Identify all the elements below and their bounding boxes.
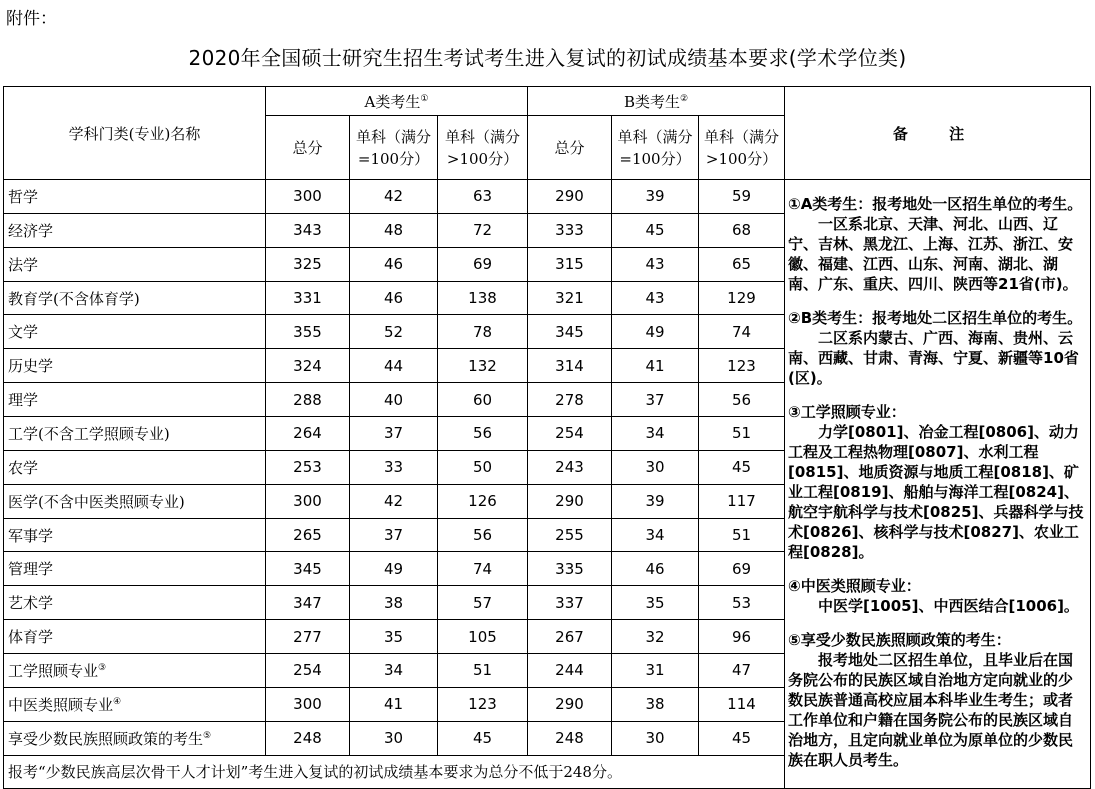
b-total-cell: 335 xyxy=(528,552,612,586)
a-total-cell: 331 xyxy=(266,281,350,315)
subject-name: 哲学 xyxy=(4,180,266,214)
a-single-over-cell: 50 xyxy=(438,450,528,484)
a-single100-cell: 52 xyxy=(350,315,438,349)
a-single100-cell: 33 xyxy=(350,450,438,484)
b-total-cell: 267 xyxy=(528,620,612,654)
b-single-over-cell: 117 xyxy=(699,484,785,518)
b-single100-cell: 31 xyxy=(612,654,699,688)
subject-name: 文学 xyxy=(4,315,266,349)
remark-note-head: ⑤享受少数民族照顾政策的考生： xyxy=(788,631,1011,649)
a-single-over-cell: 56 xyxy=(438,518,528,552)
b-singleover-header: 单科（满分 >100分） xyxy=(699,116,785,180)
b-single-over-cell: 129 xyxy=(699,281,785,315)
a-total-cell: 300 xyxy=(266,180,350,214)
subject-name: 中医类照顾专业④ xyxy=(4,687,266,721)
b-total-header: 总分 xyxy=(528,116,612,180)
subject-name: 理学 xyxy=(4,383,266,417)
b-total-cell: 243 xyxy=(528,450,612,484)
a-single100-cell: 46 xyxy=(350,281,438,315)
remark-note xyxy=(788,402,1086,562)
a-single100-cell: 37 xyxy=(350,518,438,552)
b-single-over-cell: 65 xyxy=(699,247,785,281)
b-total-cell: 333 xyxy=(528,213,612,247)
a-total-cell: 264 xyxy=(266,417,350,451)
remarks-header: 备 注 xyxy=(785,87,1091,180)
b-single-over-cell: 45 xyxy=(699,450,785,484)
a-single-over-cell: 123 xyxy=(438,687,528,721)
b-total-cell: 345 xyxy=(528,315,612,349)
b-single-over-cell: 56 xyxy=(699,383,785,417)
subject-name: 享受少数民族照顾政策的考生⑤ xyxy=(4,721,266,755)
a-single-over-cell: 56 xyxy=(438,417,528,451)
a-total-cell: 265 xyxy=(266,518,350,552)
a-single100-cell: 44 xyxy=(350,349,438,383)
remark-note-head: ④中医类照顾专业： xyxy=(788,577,921,595)
a-single100-cell: 34 xyxy=(350,654,438,688)
subject-name: 工学照顾专业③ xyxy=(4,654,266,688)
group-a-header: A类考生① xyxy=(266,87,528,116)
b-single-over-cell: 96 xyxy=(699,620,785,654)
a-single100-cell: 46 xyxy=(350,247,438,281)
b-single100-cell: 43 xyxy=(612,247,699,281)
a-total-cell: 300 xyxy=(266,484,350,518)
remark-note xyxy=(788,194,1086,294)
a-single-over-cell: 45 xyxy=(438,721,528,755)
remark-note-body: 报考地处二区招生单位，且毕业后在国务院公布的民族区域自治地方定向就业的少数民族普通高校应届本科毕业生考生；或者工作单位和户籍在国务院公布的民族区域自治地方，且定向就业单位为原单位的少数民族在职人员考生。 xyxy=(788,651,1074,769)
a-total-cell: 253 xyxy=(266,450,350,484)
a-single-over-cell: 126 xyxy=(438,484,528,518)
b-single-over-cell: 69 xyxy=(699,552,785,586)
remark-note-body: 中医学[1005]、中西医结合[1006]。 xyxy=(818,597,1079,615)
b-single-over-cell: 59 xyxy=(699,180,785,214)
a-total-cell: 343 xyxy=(266,213,350,247)
a-single100-cell: 48 xyxy=(350,213,438,247)
subject-name: 体育学 xyxy=(4,620,266,654)
a-total-cell: 248 xyxy=(266,721,350,755)
subject-name: 历史学 xyxy=(4,349,266,383)
a-total-cell: 347 xyxy=(266,586,350,620)
b-single100-cell: 49 xyxy=(612,315,699,349)
b-single-over-cell: 74 xyxy=(699,315,785,349)
subject-name: 教育学(不含体育学) xyxy=(4,281,266,315)
b-total-cell: 278 xyxy=(528,383,612,417)
b-total-cell: 290 xyxy=(528,180,612,214)
b-single100-cell: 34 xyxy=(612,518,699,552)
b-single-over-cell: 53 xyxy=(699,586,785,620)
b-single100-cell: 38 xyxy=(612,687,699,721)
subject-name: 军事学 xyxy=(4,518,266,552)
b-single-over-cell: 68 xyxy=(699,213,785,247)
a-single-over-cell: 132 xyxy=(438,349,528,383)
a-total-cell: 355 xyxy=(266,315,350,349)
a-total-cell: 325 xyxy=(266,247,350,281)
subject-name: 经济学 xyxy=(4,213,266,247)
remarks-notes xyxy=(785,180,1091,789)
b-total-cell: 337 xyxy=(528,586,612,620)
b-total-cell: 314 xyxy=(528,349,612,383)
b-total-cell: 290 xyxy=(528,484,612,518)
a-single100-cell: 49 xyxy=(350,552,438,586)
a-single-over-cell: 51 xyxy=(438,654,528,688)
remark-note xyxy=(788,630,1086,770)
a-total-cell: 254 xyxy=(266,654,350,688)
b-single-over-cell: 51 xyxy=(699,417,785,451)
remark-note-body: 力学[0801]、冶金工程[0806]、动力工程及工程热物理[0807]、水利工程[0815]、地质资源与地质工程[0818]、矿业工程[0819]、船舶与海洋工程[0824]、航空宇航科学与技术[0825]、兵器科学与技术[0826]、核科学与技术[0827]、农业工程[0828]。 xyxy=(788,423,1084,561)
a-single100-cell: 40 xyxy=(350,383,438,417)
b-total-cell: 321 xyxy=(528,281,612,315)
b-single100-cell: 37 xyxy=(612,383,699,417)
b-single100-cell: 32 xyxy=(612,620,699,654)
b-single100-cell: 34 xyxy=(612,417,699,451)
b-total-cell: 248 xyxy=(528,721,612,755)
subject-name: 工学(不含工学照顾专业) xyxy=(4,417,266,451)
a-single-over-cell: 69 xyxy=(438,247,528,281)
a-single100-cell: 41 xyxy=(350,687,438,721)
a-single100-cell: 37 xyxy=(350,417,438,451)
b-total-cell: 290 xyxy=(528,687,612,721)
a-single-over-cell: 105 xyxy=(438,620,528,654)
a-total-cell: 300 xyxy=(266,687,350,721)
b-total-cell: 315 xyxy=(528,247,612,281)
remark-note xyxy=(788,576,1086,616)
page-title: 2020年全国硕士研究生招生考试考生进入复试的初试成绩基本要求(学术学位类) xyxy=(188,46,907,70)
a-single-over-cell: 78 xyxy=(438,315,528,349)
a-single-over-cell: 57 xyxy=(438,586,528,620)
a-single-over-cell: 74 xyxy=(438,552,528,586)
subject-name: 艺术学 xyxy=(4,586,266,620)
b-total-cell: 254 xyxy=(528,417,612,451)
a-single-over-cell: 60 xyxy=(438,383,528,417)
a-single100-cell: 42 xyxy=(350,180,438,214)
remark-note-head: ①A类考生：报考地处一区招生单位的考生。 xyxy=(788,195,1083,213)
b-single100-header: 单科（满分 =100分） xyxy=(612,116,699,180)
remark-note-body: 二区系内蒙古、广西、海南、贵州、云南、西藏、甘肃、青海、宁夏、新疆等10省(区)。 xyxy=(788,329,1079,387)
a-total-cell: 277 xyxy=(266,620,350,654)
footnote: 报考“少数民族高层次骨干人才计划”考生进入复试的初试成绩基本要求为总分不低于248分。 xyxy=(4,755,785,788)
remark-note-head: ③工学照顾专业： xyxy=(788,403,906,421)
b-single-over-cell: 47 xyxy=(699,654,785,688)
a-single100-cell: 35 xyxy=(350,620,438,654)
a-single-over-cell: 138 xyxy=(438,281,528,315)
b-single100-cell: 35 xyxy=(612,586,699,620)
a-total-cell: 324 xyxy=(266,349,350,383)
b-single-over-cell: 45 xyxy=(699,721,785,755)
a-single100-header: 单科（满分 =100分） xyxy=(350,116,438,180)
subject-name: 医学(不含中医类照顾专业) xyxy=(4,484,266,518)
a-single-over-cell: 72 xyxy=(438,213,528,247)
subject-name: 管理学 xyxy=(4,552,266,586)
b-single100-cell: 45 xyxy=(612,213,699,247)
a-single100-cell: 38 xyxy=(350,586,438,620)
subject-name: 农学 xyxy=(4,450,266,484)
remark-note-head: ②B类考生：报考地处二区招生单位的考生。 xyxy=(788,309,1083,327)
b-total-cell: 255 xyxy=(528,518,612,552)
subject-header: 学科门类(专业)名称 xyxy=(4,87,266,180)
b-single100-cell: 41 xyxy=(612,349,699,383)
score-table xyxy=(3,86,1091,789)
b-single100-cell: 39 xyxy=(612,484,699,518)
subject-name: 法学 xyxy=(4,247,266,281)
group-b-header: B类考生② xyxy=(528,87,785,116)
b-total-cell: 244 xyxy=(528,654,612,688)
a-total-header: 总分 xyxy=(266,116,350,180)
b-single100-cell: 46 xyxy=(612,552,699,586)
b-single-over-cell: 51 xyxy=(699,518,785,552)
a-single100-cell: 42 xyxy=(350,484,438,518)
a-single100-cell: 30 xyxy=(350,721,438,755)
b-single-over-cell: 114 xyxy=(699,687,785,721)
a-total-cell: 345 xyxy=(266,552,350,586)
remark-note xyxy=(788,308,1086,388)
b-single100-cell: 39 xyxy=(612,180,699,214)
b-single100-cell: 43 xyxy=(612,281,699,315)
a-singleover-header: 单科（满分 >100分） xyxy=(438,116,528,180)
table-row xyxy=(4,180,1091,214)
a-total-cell: 288 xyxy=(266,383,350,417)
attachment-label: 附件： xyxy=(6,9,57,29)
a-single-over-cell: 63 xyxy=(438,180,528,214)
b-single100-cell: 30 xyxy=(612,450,699,484)
b-single100-cell: 30 xyxy=(612,721,699,755)
remark-note-body: 一区系北京、天津、河北、山西、辽宁、吉林、黑龙江、上海、江苏、浙江、安徽、福建、江西、山东、河南、湖北、湖南、广东、重庆、四川、陕西等21省(市)。 xyxy=(788,215,1078,293)
b-single-over-cell: 123 xyxy=(699,349,785,383)
